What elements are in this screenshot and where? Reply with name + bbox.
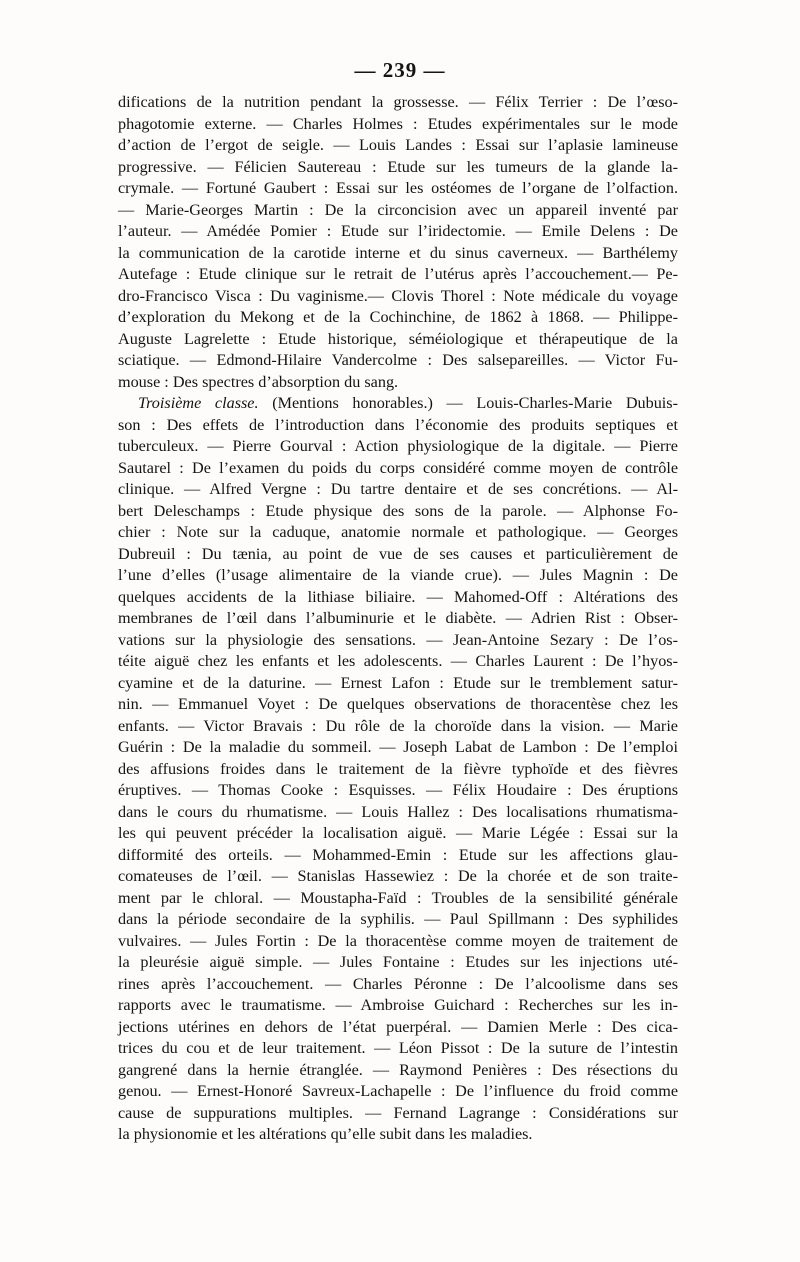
text-line: sciatique. — Edmond-Hilaire Vandercolme : Des salsepareilles. — Victor Fu- (118, 351, 678, 369)
text-line: Autefage : Etude clinique sur le retrait de l’utérus après l’accouchement.— Pe- (118, 265, 678, 283)
text-line: chier : Note sur la caduque, anatomie normale et pathologique. — Georges (118, 523, 678, 541)
text-line: son : Des effets de l’introduction dans l’économie des produits septiques et (118, 415, 678, 434)
text-line: crymale. — Fortuné Gaubert : Essai sur les ostéomes de l’organe de l’olfaction. (118, 179, 678, 197)
text-line: Guérin : De la maladie du sommeil. — Joseph Labat de Lambon : De l’emploi (118, 738, 678, 756)
text-line: quelques accidents de la lithiase biliaire. — Mahomed-Off : Altérations des (118, 587, 678, 606)
text-line: phagotomie externe. — Charles Holmes : Etudes expérimentales sur le mode (118, 114, 678, 133)
text-line: — Marie-Georges Martin : De la circoncision avec un appareil inventé par (118, 200, 678, 219)
text-line: bert Deleschamps : Etude physique des sons de la parole. — Alphonse Fo- (118, 501, 678, 520)
text-line: rines après l’accouchement. — Charles Péronne : De l’alcoolisme dans ses (118, 974, 678, 993)
text-line: vulvaires. — Jules Fortin : De la thoracentèse comme moyen de traitement de (118, 931, 678, 950)
text-line: comateuses de l’œil. — Stanislas Hassewiez : De la chorée et de son traite- (118, 867, 678, 885)
text-line: les qui peuvent précéder la localisation aiguë. — Marie Légée : Essai sur la (118, 824, 678, 842)
text-line: l’une d’elles (l’usage alimentaire de la viande crue). — Jules Magnin : De (118, 566, 678, 584)
text-line: d’action de l’ergot de seigle. — Louis Landes : Essai sur l’aplasie lamineuse (118, 136, 678, 154)
text-line: vations sur la physiologie des sensations. — Jean-Antoine Sezary : De l’os- (118, 630, 678, 649)
paragraph-continuation (118, 92, 678, 393)
text-line: des affusions froides dans le traitement de la fièvre typhoïde et des fièvres (118, 759, 678, 778)
text-line: Dubreuil : Du tænia, au point de vue de ses causes et particulièrement de (118, 544, 678, 563)
text-line: tuberculeux. — Pierre Gourval : Action physiologique de la digitale. — Pierre (118, 437, 678, 455)
text-line: dans le cours du rhumatisme. — Louis Hallez : Des localisations rhumatisma- (118, 802, 678, 821)
text-line: mouse : Des spectres d’absorption du sang. (118, 372, 399, 391)
section-first-line (118, 393, 678, 415)
text-line: enfants. — Victor Bravais : Du rôle de la choroïde dans la vision. — Marie (118, 716, 678, 735)
text-line: clinique. — Alfred Vergne : Du tartre dentaire et de ses concrétions. — Al- (118, 480, 678, 498)
text-line: difformité des orteils. — Mohammed-Emin : Etude sur les affections glau- (118, 845, 678, 864)
text-line: jections utérines en dehors de l’état puerpéral. — Damien Merle : Des cica- (118, 1017, 678, 1036)
text-line: membranes de l’œil dans l’albuminurie et le diabète. — Adrien Rist : Obser- (118, 609, 678, 627)
text-line: Sautarel : De l’examen du poids du corps considéré comme moyen de contrôle (118, 458, 678, 477)
text-line: ment par le chloral. — Moustapha-Faïd : Troubles de la sensibilité générale (118, 888, 678, 907)
text-line: genou. — Ernest-Honoré Savreux-Lachapelle : De l’influence du froid comme (118, 1082, 678, 1100)
text-line: dans la période secondaire de la syphilis. — Paul Spillmann : Des syphilides (118, 910, 678, 928)
text-line: la physionomie et les altérations qu’elle subit dans les maladies. (118, 1125, 533, 1143)
text-line: cause de suppurations multiples. — Fernand Lagrange : Considérations sur (118, 1103, 678, 1122)
text-line: difications de la nutrition pendant la grossesse. — Félix Terrier : De l’œso- (118, 93, 678, 111)
paragraph-troisieme-classe (118, 393, 678, 1146)
text-line: progressive. — Félicien Sautereau : Etude sur les tumeurs de la glande la- (118, 157, 678, 176)
text-line: rapports avec le traumatisme. — Ambroise Guichard : Recherches sur les in- (118, 996, 678, 1014)
text-line: la communication de la carotide interne et du sinus caverneux. — Barthélemy (118, 243, 678, 262)
text-line: gangrené dans la hernie étranglée. — Raymond Penières : Des résections du (118, 1060, 678, 1079)
text-line: cyamine et de la daturine. — Ernest Lafon : Etude sur le tremblement satur- (118, 673, 678, 692)
body-text (118, 92, 678, 1146)
text-line: la pleurésie aiguë simple. — Jules Fontaine : Etudes sur les injections uté- (118, 953, 678, 971)
text-line: d’exploration du Mekong et de la Cochinchine, de 1862 à 1868. — Philippe- (118, 308, 678, 326)
section-label: Troisième classe. (138, 394, 259, 412)
text-line: éruptives. — Thomas Cooke : Esquisses. — Félix Houdaire : Des éruptions (118, 781, 678, 799)
text-line: Auguste Lagrelette : Etude historique, séméiologique et thérapeutique de la (118, 329, 678, 348)
page-number: — 239 — (354, 58, 446, 82)
text-line: nin. — Emmanuel Voyet : De quelques observations de thoracentèse chez les (118, 695, 678, 713)
text-line: dro-Francisco Visca : Du vaginisme.— Clovis Thorel : Note médicale du voyage (118, 286, 678, 305)
text-line: trices du cou et de leur traitement. — Léon Pissot : De la suture de l’intestin (118, 1039, 678, 1057)
section-line-text: (Mentions honorables.) — Louis-Charles-Marie Dubuis- (272, 394, 678, 412)
text-line: téite aiguë chez les enfants et les adolescents. — Charles Laurent : De l’hyos- (118, 652, 678, 670)
text-line: l’auteur. — Amédée Pomier : Etude sur l’iridectomie. — Emile Delens : De (118, 222, 678, 240)
